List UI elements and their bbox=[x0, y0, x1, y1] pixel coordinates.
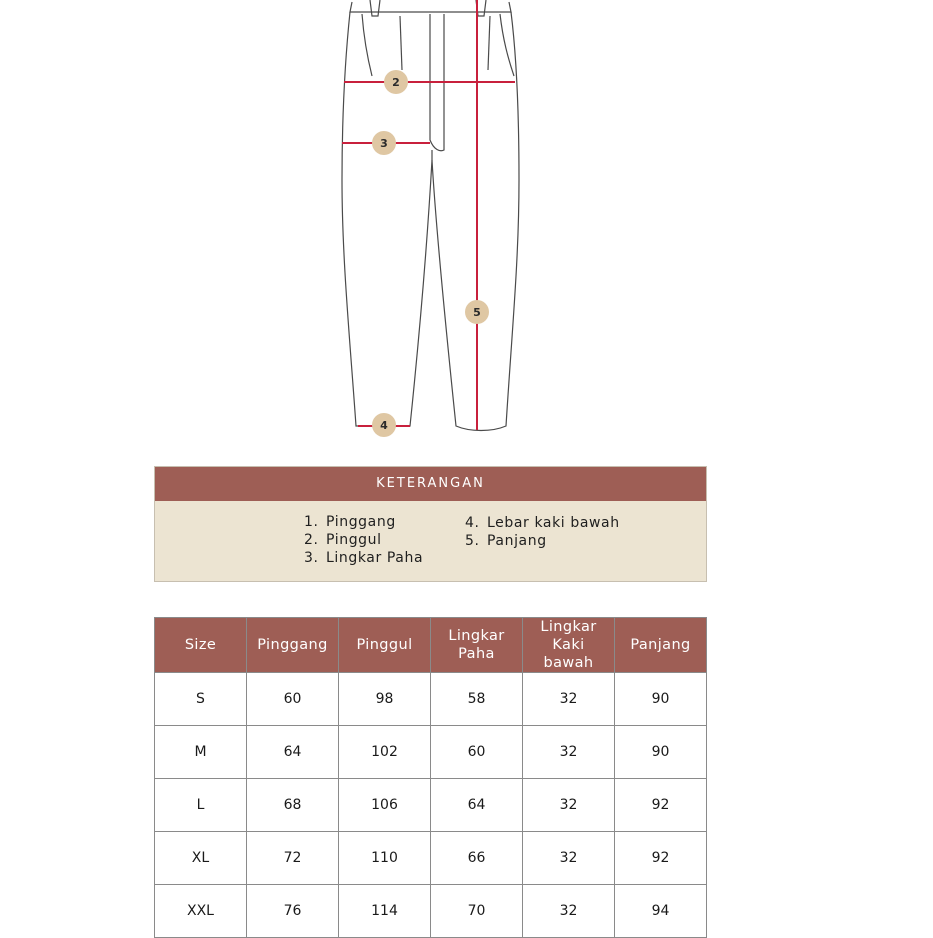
cell-lingkar-paha: 58 bbox=[431, 673, 523, 726]
legend-panel bbox=[154, 466, 707, 582]
legend-item bbox=[304, 531, 423, 549]
legend-column-left bbox=[304, 513, 423, 567]
legend-item bbox=[304, 549, 423, 567]
table-row bbox=[155, 885, 707, 938]
header-lingkar-paha: Lingkar Paha bbox=[431, 618, 523, 673]
legend-item bbox=[465, 532, 620, 550]
legend-item-label: Lebar kaki bawah bbox=[487, 515, 620, 531]
cell-pinggang: 72 bbox=[247, 832, 339, 885]
cell-size: XL bbox=[155, 832, 247, 885]
marker-5-label: 5 bbox=[473, 306, 481, 319]
cell-lingkar-kaki-bawah: 32 bbox=[523, 726, 615, 779]
cell-size: L bbox=[155, 779, 247, 832]
cell-lingkar-paha: 64 bbox=[431, 779, 523, 832]
marker-4 bbox=[372, 413, 396, 437]
cell-pinggul: 102 bbox=[339, 726, 431, 779]
cell-size: M bbox=[155, 726, 247, 779]
legend-column-right bbox=[465, 514, 620, 550]
cell-panjang: 92 bbox=[615, 832, 707, 885]
marker-5 bbox=[465, 300, 489, 324]
size-chart-table bbox=[154, 617, 707, 938]
header-pinggul: Pinggul bbox=[339, 618, 431, 673]
legend-item-number: 3. bbox=[304, 550, 319, 566]
cell-lingkar-kaki-bawah: 32 bbox=[523, 673, 615, 726]
cell-lingkar-kaki-bawah: 32 bbox=[523, 885, 615, 938]
table-row bbox=[155, 726, 707, 779]
cell-lingkar-kaki-bawah: 32 bbox=[523, 779, 615, 832]
header-panjang: Panjang bbox=[615, 618, 707, 673]
pants-measurement-diagram bbox=[0, 0, 933, 440]
cell-lingkar-paha: 60 bbox=[431, 726, 523, 779]
pants-outline bbox=[342, 0, 519, 431]
cell-pinggang: 60 bbox=[247, 673, 339, 726]
marker-4-label: 4 bbox=[380, 419, 388, 432]
cell-lingkar-kaki-bawah: 32 bbox=[523, 832, 615, 885]
legend-item-number: 4. bbox=[465, 515, 480, 531]
marker-2-label: 2 bbox=[392, 76, 400, 89]
table-row bbox=[155, 779, 707, 832]
cell-pinggang: 76 bbox=[247, 885, 339, 938]
cell-panjang: 90 bbox=[615, 673, 707, 726]
cell-panjang: 90 bbox=[615, 726, 707, 779]
cell-pinggul: 114 bbox=[339, 885, 431, 938]
table-row bbox=[155, 832, 707, 885]
legend-item bbox=[304, 513, 423, 531]
legend-item-number: 2. bbox=[304, 532, 319, 548]
marker-3 bbox=[372, 131, 396, 155]
legend-item-label: Pinggul bbox=[326, 532, 382, 548]
cell-pinggul: 110 bbox=[339, 832, 431, 885]
cell-pinggang: 64 bbox=[247, 726, 339, 779]
cell-pinggang: 68 bbox=[247, 779, 339, 832]
cell-panjang: 92 bbox=[615, 779, 707, 832]
legend-item-number: 1. bbox=[304, 514, 319, 530]
cell-lingkar-paha: 66 bbox=[431, 832, 523, 885]
header-lingkar-kaki-bawah: Lingkar Kaki bawah bbox=[523, 618, 615, 673]
legend-item-number: 5. bbox=[465, 533, 480, 549]
table-header-row bbox=[155, 618, 707, 673]
marker-2 bbox=[384, 70, 408, 94]
cell-pinggul: 106 bbox=[339, 779, 431, 832]
legend-item-label: Pinggang bbox=[326, 514, 396, 530]
cell-size: S bbox=[155, 673, 247, 726]
header-pinggang: Pinggang bbox=[247, 618, 339, 673]
header-size: Size bbox=[155, 618, 247, 673]
cell-lingkar-paha: 70 bbox=[431, 885, 523, 938]
legend-title: KETERANGAN bbox=[155, 467, 706, 501]
marker-3-label: 3 bbox=[380, 137, 388, 150]
legend-item bbox=[465, 514, 620, 532]
table-row bbox=[155, 673, 707, 726]
cell-panjang: 94 bbox=[615, 885, 707, 938]
cell-pinggul: 98 bbox=[339, 673, 431, 726]
cell-size: XXL bbox=[155, 885, 247, 938]
legend-item-label: Lingkar Paha bbox=[326, 550, 424, 566]
legend-item-label: Panjang bbox=[487, 533, 547, 549]
